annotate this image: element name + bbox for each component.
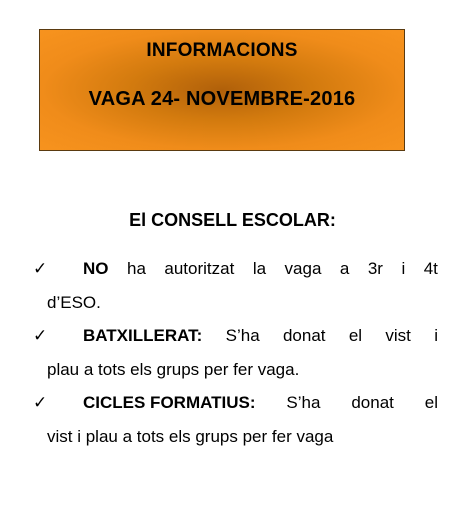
item-keyword: CICLES FORMATIUS: bbox=[83, 393, 256, 412]
item-continuation: plau a tots els grups per fer vaga. bbox=[47, 360, 300, 379]
item-first-line bbox=[33, 252, 438, 286]
list-item bbox=[33, 386, 438, 454]
item-word: el bbox=[424, 393, 438, 412]
list-item bbox=[33, 252, 438, 320]
item-word: S’ha bbox=[286, 393, 321, 412]
item-keyword: BATXILLERAT: bbox=[83, 326, 203, 345]
item-word: ha bbox=[126, 259, 146, 278]
item-word: 3r bbox=[367, 259, 383, 278]
item-continuation: vist i plau a tots els grups per fer vaga bbox=[47, 427, 334, 446]
item-word: la bbox=[252, 259, 267, 278]
item-word: i bbox=[401, 259, 406, 278]
item-word: i bbox=[434, 326, 438, 345]
item-word: a bbox=[339, 259, 350, 278]
item-word: vist bbox=[385, 326, 411, 345]
item-word: vaga bbox=[284, 259, 322, 278]
title-banner bbox=[39, 29, 405, 151]
item-word: 4t bbox=[423, 259, 438, 278]
check-icon: ✓ bbox=[33, 393, 48, 413]
item-keyword: NO bbox=[83, 259, 109, 278]
item-word: donat bbox=[282, 326, 326, 345]
item-word: el bbox=[348, 326, 363, 345]
list-item bbox=[33, 319, 438, 387]
check-icon: ✓ bbox=[33, 259, 48, 279]
check-icon: ✓ bbox=[33, 326, 48, 346]
item-word: S’ha bbox=[225, 326, 260, 345]
item-first-line bbox=[33, 319, 438, 353]
section-heading: El CONSELL ESCOLAR: bbox=[129, 210, 336, 230]
item-continuation: d’ESO. bbox=[47, 293, 101, 312]
item-word: donat bbox=[351, 393, 394, 412]
banner-title: INFORMACIONS bbox=[146, 40, 298, 61]
banner-subtitle: VAGA 24- NOVEMBRE-2016 bbox=[88, 88, 356, 110]
item-word: autoritzat bbox=[164, 259, 235, 278]
item-first-line bbox=[33, 386, 438, 420]
